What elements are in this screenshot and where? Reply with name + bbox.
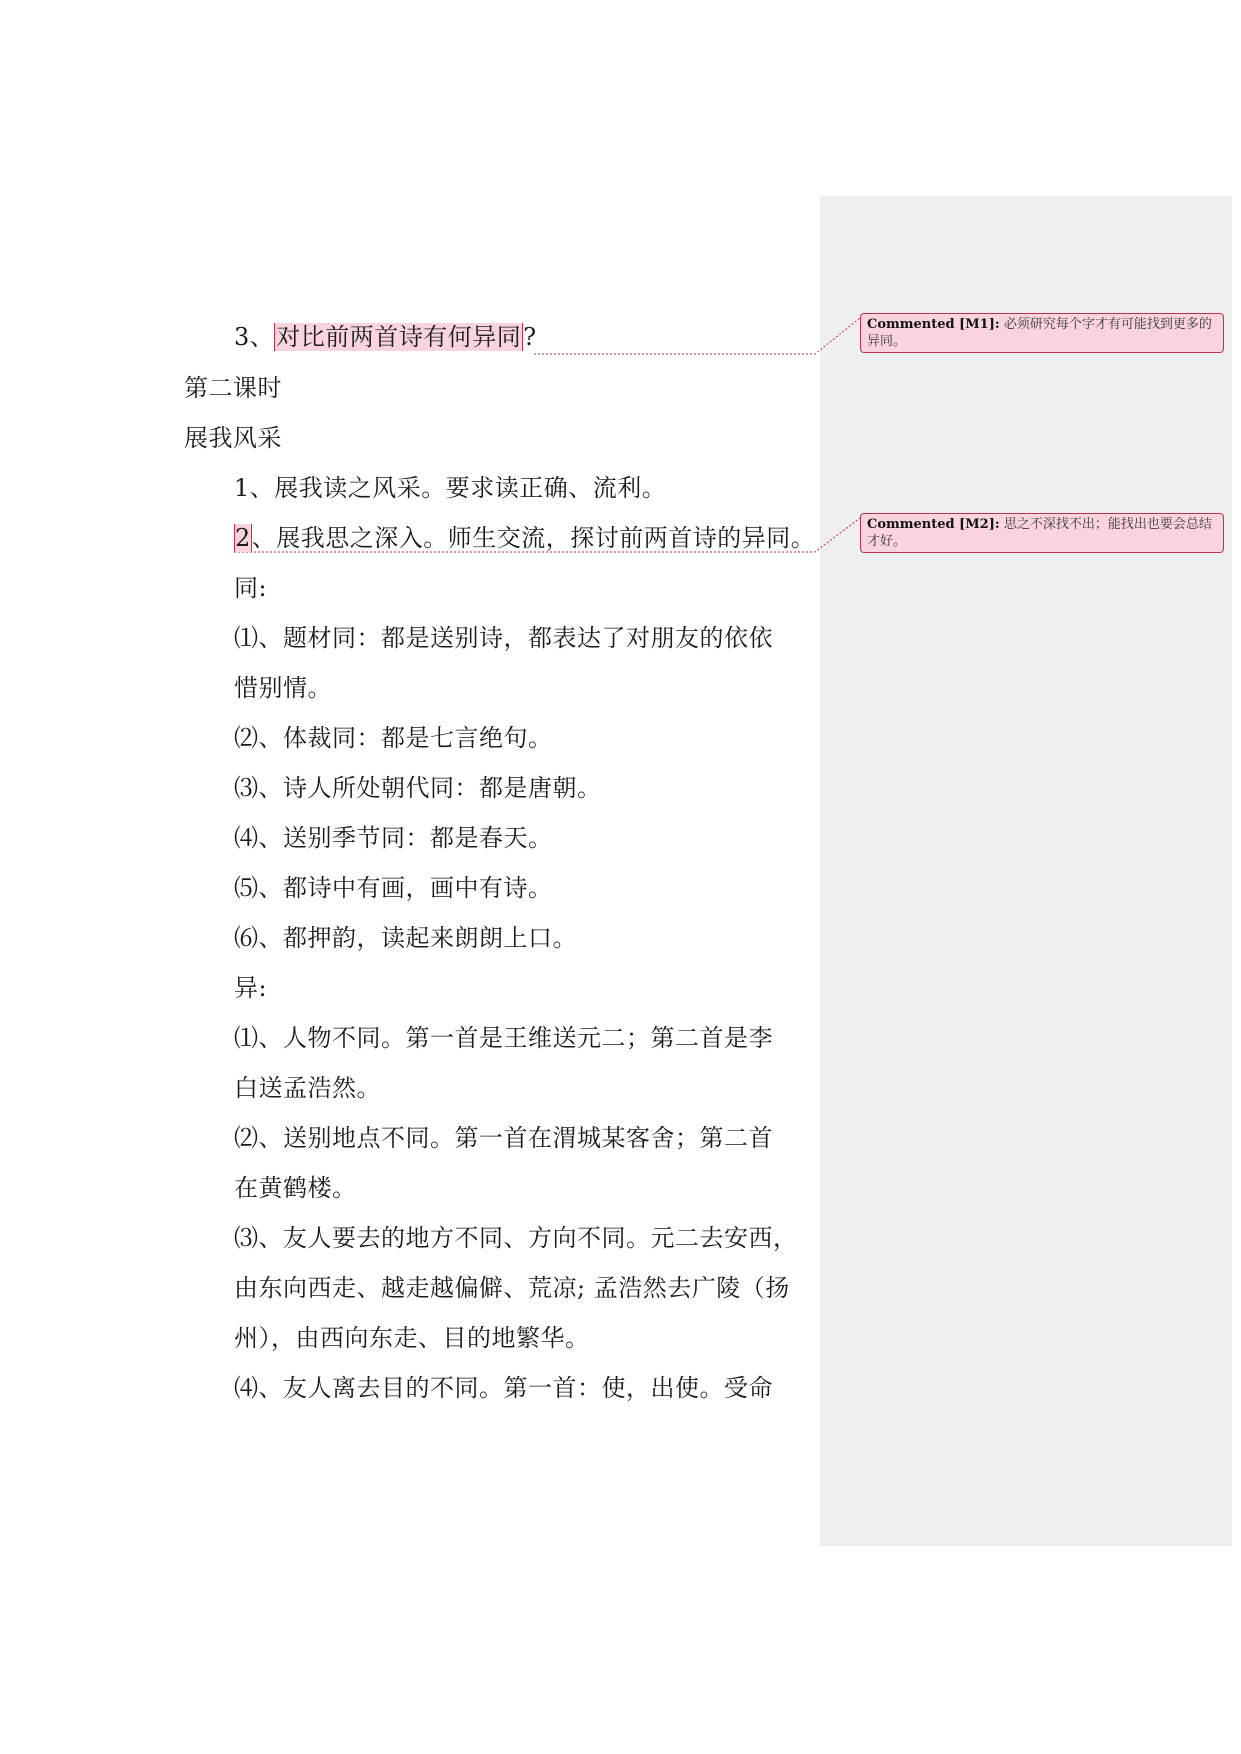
comment-author: Commented [M1]: xyxy=(867,317,1000,332)
diff-item-2: ⑵、送别地点不同。第一首在渭城某客舍；第二首 xyxy=(234,1124,773,1152)
commented-text-2[interactable]: 2 xyxy=(235,524,251,552)
same-item-5: ⑸、都诗中有画，画中有诗。 xyxy=(234,874,553,902)
same-item-1: ⑴、题材同：都是送别诗，都表达了对朋友的依依 xyxy=(234,624,773,652)
same-heading: 同: xyxy=(234,574,268,602)
question-3-line xyxy=(234,321,537,353)
comment-balloon-2[interactable] xyxy=(860,513,1224,553)
diff-item-3-cont-1: 由东向西走、越走越偏僻、荒凉; 孟浩然去广陵（扬 xyxy=(234,1274,790,1302)
diff-heading: 异: xyxy=(234,974,268,1002)
section-title: 展我风采 xyxy=(184,424,282,452)
comment-author: Commented [M2]: xyxy=(867,517,1000,532)
same-item-6: ⑹、都押韵，读起来朗朗上口。 xyxy=(234,924,577,952)
comment-connector-1 xyxy=(534,318,860,354)
comment-balloon-1[interactable] xyxy=(860,313,1224,353)
lesson-title: 第二课时 xyxy=(184,374,282,402)
diff-item-1: ⑴、人物不同。第一首是王维送元二；第二首是李 xyxy=(234,1024,773,1052)
item-2-text: 、展我思之深入。师生交流，探讨前两首诗的异同。 xyxy=(251,524,816,552)
commented-text-1[interactable]: 对比前两首诗有何异同 xyxy=(276,323,522,351)
diff-item-1-cont: 白送孟浩然。 xyxy=(234,1074,381,1102)
diff-item-2-cont: 在黄鹤楼。 xyxy=(234,1174,357,1202)
diff-item-4: ⑷、友人离去目的不同。第一首：使，出使。受命 xyxy=(234,1374,773,1402)
same-item-3: ⑶、诗人所处朝代同：都是唐朝。 xyxy=(234,774,602,802)
comment-text: 必须研究每个字才有可能找到更多的异同。 xyxy=(867,317,1212,349)
comment-text: 思之不深找不出；能找出也要会总结才好。 xyxy=(867,517,1212,549)
same-item-2: ⑵、体裁同：都是七言绝句。 xyxy=(234,724,553,752)
question-3-number: 3、 xyxy=(234,323,275,351)
question-3-mark: ? xyxy=(523,323,537,351)
diff-item-3: ⑶、友人要去的地方不同、方向不同。元二去安西， xyxy=(234,1224,798,1252)
paragraph-item-1: 1、展我读之风采。要求读正确、流利。 xyxy=(234,474,667,502)
diff-item-3-cont-2: 州），由西向东走、目的地繁华。 xyxy=(234,1324,590,1352)
same-item-1-cont: 惜别情。 xyxy=(234,674,332,702)
paragraph-item-2 xyxy=(234,522,815,554)
same-item-4: ⑷、送别季节同：都是春天。 xyxy=(234,824,553,852)
